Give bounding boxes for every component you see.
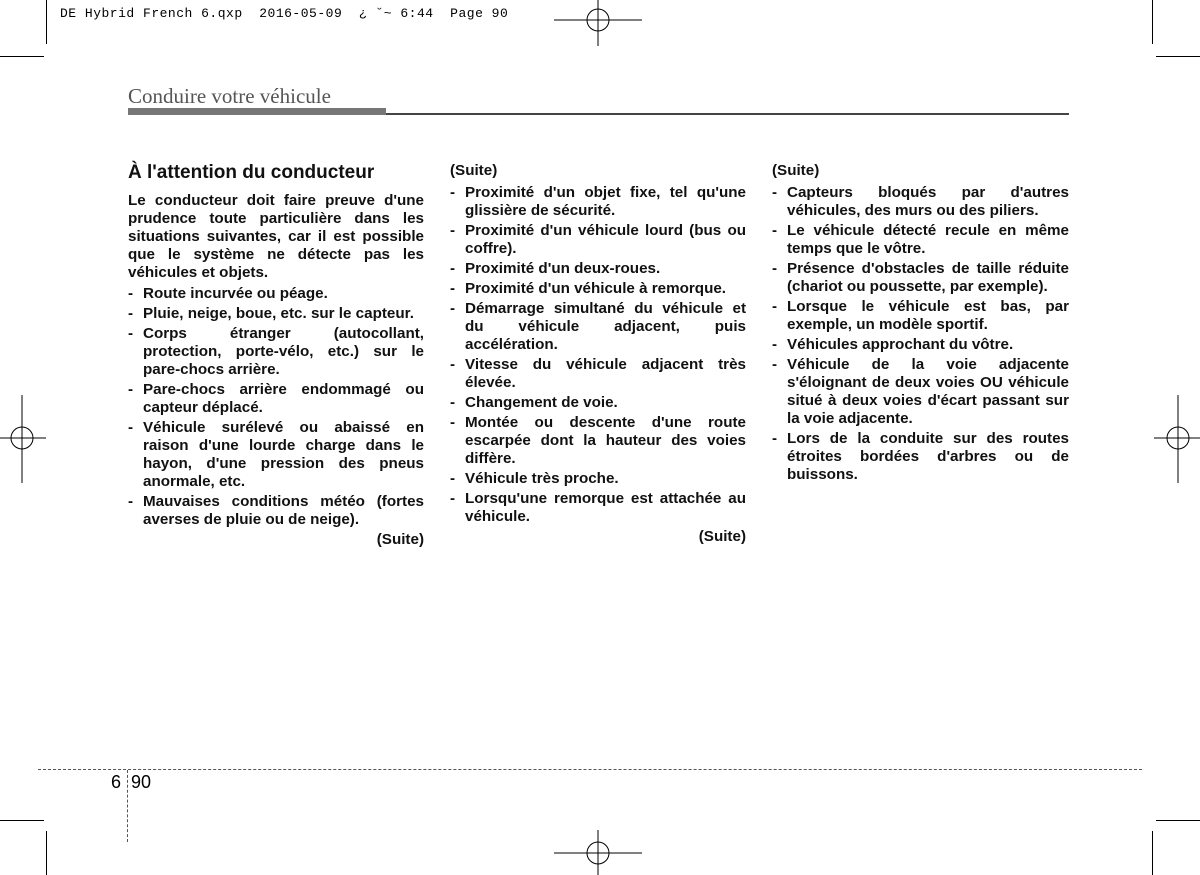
continued-label: (Suite) xyxy=(698,528,746,545)
crop-mark xyxy=(1156,820,1200,821)
crop-mark xyxy=(1156,56,1200,57)
registration-mark-top xyxy=(554,0,642,46)
list-item: - Présence d'obstacles de taille réduite (chariot ou poussette, par exemple). xyxy=(772,260,1069,296)
continued-from-label: (Suite) xyxy=(450,162,498,179)
list-item: - Changement de voie. xyxy=(450,394,746,412)
crop-mark xyxy=(1152,0,1153,44)
list-item: - Le véhicule détecté recule en même temps que le vôtre. xyxy=(772,222,1069,258)
crop-mark xyxy=(46,831,47,875)
list-item: - Vitesse du véhicule adjacent très élevée. xyxy=(450,356,746,392)
list-item: - Véhicule surélevé ou abaissé en raison d'une lourde charge dans le hayon, d'une pression des pneus anormale, etc. xyxy=(128,419,424,491)
footer-dotted-rule xyxy=(38,769,1142,770)
crop-mark xyxy=(0,56,44,57)
list-item: - Lorsqu'une remorque est attachée au véhicule. xyxy=(450,490,746,526)
print-slug: DE Hybrid French 6.qxp 2016-05-09 ¿ ˘~ 6:44 Page 90 xyxy=(60,6,509,21)
registration-mark-bottom xyxy=(554,830,642,875)
section-title: Conduire votre véhicule xyxy=(128,84,331,108)
list-item: - Proximité d'un objet fixe, tel qu'une glissière de sécurité. xyxy=(450,184,746,220)
header-rule-thin xyxy=(386,113,1069,115)
list-item: - Lorsque le véhicule est bas, par exemple, un modèle sportif. xyxy=(772,298,1069,334)
list-item: - Pare-chocs arrière endommagé ou capteur déplacé. xyxy=(128,381,424,417)
header-rule-thick xyxy=(128,108,386,115)
bullet-list xyxy=(772,184,1069,484)
list-item: - Montée ou descente d'une route escarpée dont la hauteur des voies diffère. xyxy=(450,414,746,468)
bullet-list xyxy=(450,184,746,526)
registration-mark-left xyxy=(0,395,46,483)
bullet-list xyxy=(128,285,424,529)
list-item: - Proximité d'un véhicule à remorque. xyxy=(450,280,746,298)
page-number: 90 xyxy=(131,772,152,792)
crop-mark xyxy=(0,820,44,821)
list-item: - Démarrage simultané du véhicule et du véhicule adjacent, puis accélération. xyxy=(450,300,746,354)
list-item: - Proximité d'un véhicule lourd (bus ou coffre). xyxy=(450,222,746,258)
list-item: - Route incurvée ou péage. xyxy=(128,285,424,303)
crop-mark xyxy=(1152,831,1153,875)
list-item: - Proximité d'un deux-roues. xyxy=(450,260,746,278)
continued-from-label: (Suite) xyxy=(772,162,820,179)
registration-mark-right xyxy=(1154,395,1200,483)
column-3 xyxy=(772,162,1069,486)
section-heading: À l'attention du conducteur xyxy=(128,162,375,183)
list-item: - Mauvaises conditions météo (fortes averses de pluie ou de neige). xyxy=(128,493,424,529)
column-2 xyxy=(450,162,746,546)
list-item: - Véhicule très proche. xyxy=(450,470,746,488)
column-1 xyxy=(128,162,424,549)
list-item: - Lors de la conduite sur des routes étroites bordées d'arbres ou de buissons. xyxy=(772,430,1069,484)
list-item: - Véhicule de la voie adjacente s'éloignant de deux voies OU véhicule situé à deux voies d'écart passant sur la voie adjacente. xyxy=(772,356,1069,428)
intro-paragraph: Le conducteur doit faire preuve d'une prudence toute particulière dans les situations suivantes, car il est possible que le système ne détecte pas les véhicules et objets. xyxy=(128,192,424,281)
list-item: - Corps étranger (autocollant, protection, porte-vélo, etc.) sur le pare-chocs arrière. xyxy=(128,325,424,379)
list-item: - Pluie, neige, boue, etc. sur le capteur. xyxy=(128,305,424,323)
continued-label: (Suite) xyxy=(376,531,424,548)
footer-dotted-divider xyxy=(127,770,128,842)
list-item: - Capteurs bloqués par d'autres véhicules, des murs ou des piliers. xyxy=(772,184,1069,220)
chapter-number: 6 xyxy=(111,772,122,792)
crop-mark xyxy=(46,0,47,44)
list-item: - Véhicules approchant du vôtre. xyxy=(772,336,1069,354)
